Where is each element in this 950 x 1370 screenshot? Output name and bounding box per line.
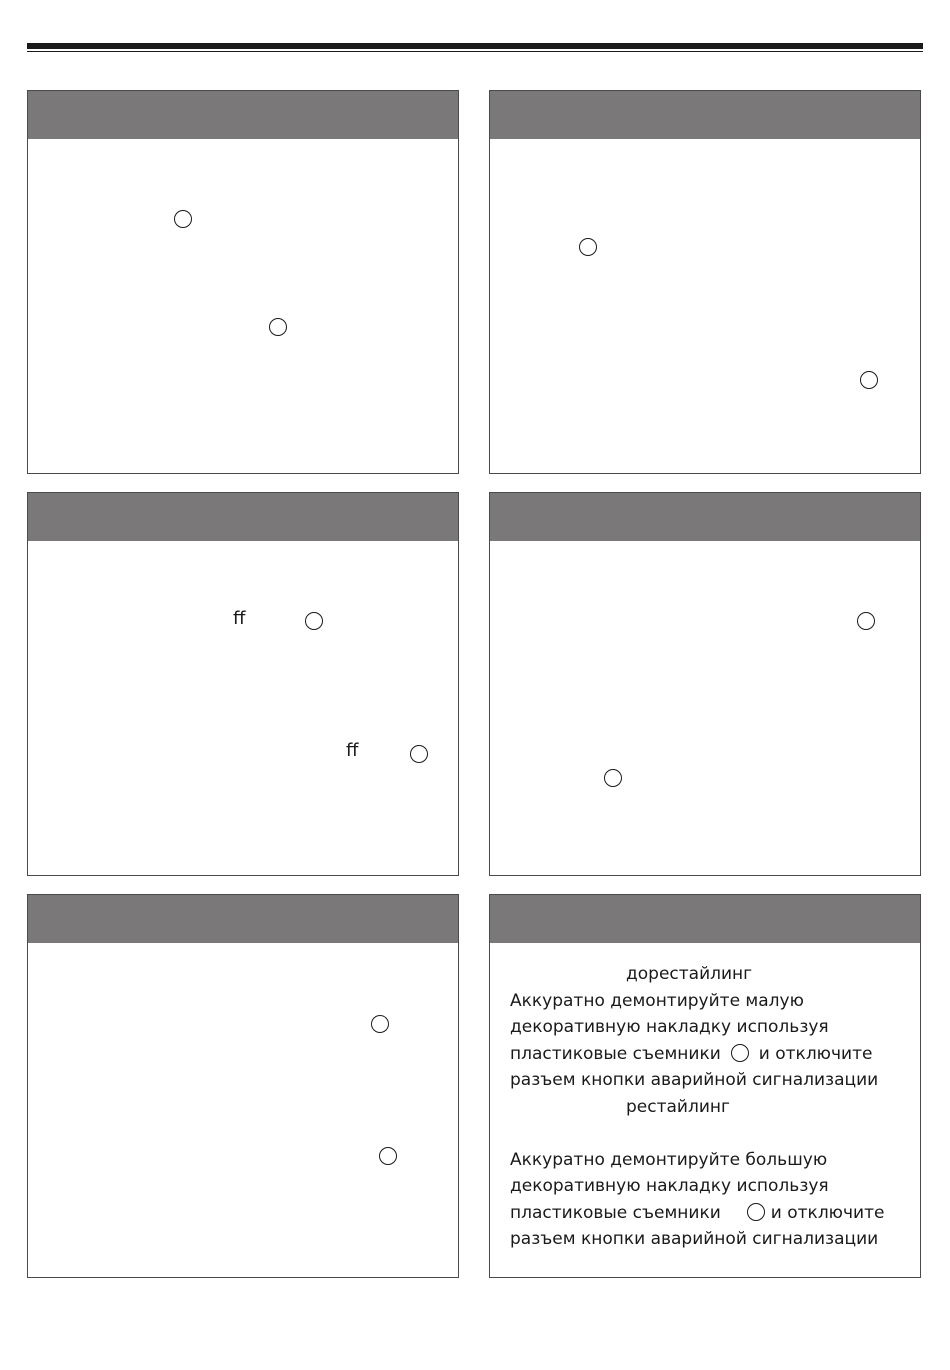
panel-header: [490, 91, 920, 139]
instruction-line: Аккуратно демонтируйте малую: [510, 990, 804, 1011]
instruction-text-fragment: и отключите: [770, 1202, 885, 1223]
panel-body: [490, 139, 920, 473]
circle-callout-icon: [410, 745, 428, 763]
panel-header: [490, 493, 920, 541]
blank-line: [510, 1120, 910, 1147]
circle-callout-icon: [747, 1203, 765, 1221]
ff-glyph: ff: [346, 740, 359, 761]
circle-callout-icon: [371, 1015, 389, 1033]
instruction-panel-5: [27, 894, 459, 1278]
panel-body: [28, 139, 458, 473]
instruction-line: декоративную накладку используя: [510, 1176, 829, 1196]
instruction-text: [510, 961, 910, 1253]
circle-callout-icon: [269, 318, 287, 336]
panel-body: [28, 541, 458, 875]
panel-body: [490, 943, 920, 1277]
instruction-panel-4: [489, 492, 921, 876]
instruction-line: декоративную накладку используя: [510, 1017, 829, 1037]
panel-header: [28, 493, 458, 541]
instruction-panel-1: [27, 90, 459, 474]
circle-callout-icon: [174, 210, 192, 228]
panel-header: [490, 895, 920, 943]
variant-label-pre-restyling: дорестайлинг: [626, 964, 753, 984]
panel-header: [28, 91, 458, 139]
circle-callout-icon: [860, 371, 878, 389]
circle-callout-icon: [579, 238, 597, 256]
panel-body: [28, 943, 458, 1277]
instruction-text-fragment: и отключите: [758, 1043, 873, 1064]
circle-callout-icon: [379, 1147, 397, 1165]
top-rule-thin: [27, 51, 923, 52]
instruction-panel-3: [27, 492, 459, 876]
variant-label-restyling: рестайлинг: [626, 1096, 730, 1117]
instruction-text-fragment: пластиковые съемники: [510, 1043, 721, 1064]
ff-glyph: ff: [233, 608, 246, 629]
top-rule-thick: [27, 43, 923, 49]
instruction-panel-6: [489, 894, 921, 1278]
circle-callout-icon: [305, 612, 323, 630]
instruction-line: разъем кнопки аварийной сигнализации: [510, 1070, 879, 1090]
panel-body: [490, 541, 920, 875]
panel-header: [28, 895, 458, 943]
instruction-panel-2: [489, 90, 921, 474]
circle-callout-icon: [604, 769, 622, 787]
instruction-text-fragment: пластиковые съемники: [510, 1202, 721, 1223]
circle-callout-icon: [731, 1044, 749, 1062]
circle-callout-icon: [857, 612, 875, 630]
instruction-line: разъем кнопки аварийной сигнализации: [510, 1229, 879, 1249]
instruction-line: Аккуратно демонтируйте большую: [510, 1149, 828, 1170]
